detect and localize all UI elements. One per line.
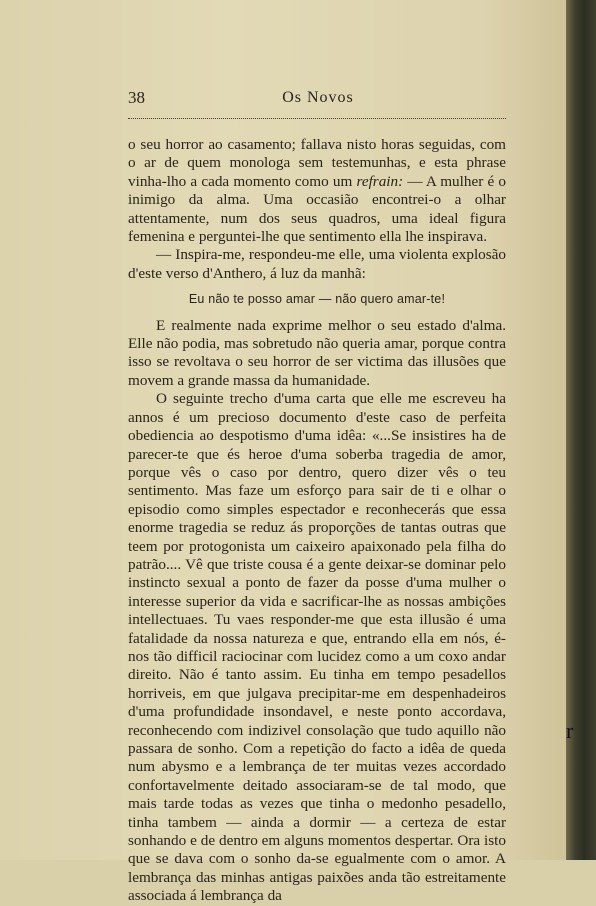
margin-mark: r	[566, 718, 574, 743]
paragraph-1: o seu horror ao casamento; fallava nisto horas seguidas, com o ar de quem monologa sem testemunhas, e esta phrase vinha-lho a cada momento como um refrain: — A mulher é o inimigo da alma. Uma occasião encontrei-o a olhar attentamente, num dos seus quadros, uma ideal figura femenina e perguntei-lhe que sentimento ella lhe inspirava.	[128, 136, 506, 246]
page-number: 38	[128, 88, 145, 107]
paragraph-2: — Inspira-me, respondeu-me elle, uma violenta explosão d'este verso d'Anthero, á luz da manhã:	[128, 246, 506, 282]
paragraph-3: E realmente nada exprime melhor o seu estado d'alma. Elle não podia, mas sobretudo não queria amar, porque contra isso se revoltava o seu horror de ser victima das illusões que movem a grande massa da humanidade.	[128, 316, 506, 389]
header-rule	[128, 118, 506, 119]
body-text	[128, 136, 506, 906]
page-header	[128, 88, 508, 112]
running-title: Os Novos	[282, 89, 354, 106]
italic-word: refrain:	[356, 172, 404, 190]
verse-quote: Eu não te posso amar — não quero amar-te!	[188, 292, 446, 307]
paragraph-4: O seguinte trecho d'uma carta que elle me escreveu ha annos é um precioso documento d'este caso de perfeita obediencia ao despotismo d'uma idêa: «...Se insistires ha de parecer-te que és heroe d'uma soberba tragedia de amor, porque vês o caso por dentro, quero dizer vês o teu sentimento. Mas faze um esforço para sair de ti e olhar o episodio como simples espectador e reconhecerás que essa enorme tragedia se reduz ás proporções de tantas outras que teem por protogonista um caixeiro apaixonado pela filha do patrão.... Vê que triste cousa é a gente deixar-se dominar pelo instincto sexual a ponto de fazer da posse d'uma mulher o interesse superior da vida e sacrificar-lhe as nossas ambições intellectuaes. Tu vaes responder-me que esta illusão é uma fatalidade da nossa natureza e que, entrando ella em nós, é-nos tão difficil raciocinar com lucidez como a um coxo andar direito. Não é tanto assim. Eu tinha em tempo pesadellos horriveis, em que julgava precipitar-me em despenhadeiros d'uma profundidade insondavel, e neste ponto accordava, reconhecendo com indizivel consolação que tudo aquillo não passara de sonho. Com a repetição do facto a idêa de queda num abysmo e a lembrança de ter muitas vezes accordado confortavelmente deitado associaram-se de tal modo, que mais tarde todas as vezes que tinha o medonho pesadello, tinha tambem — ainda a dormir — a certeza de estar sonhando e de dentro em alguns momentos despertar. Ora isto que se dava com o sonho da-se egualmente com o amor. A lembrança das minhas antigas paixões anda tão estreitamente associada á lembrança da	[128, 390, 506, 905]
